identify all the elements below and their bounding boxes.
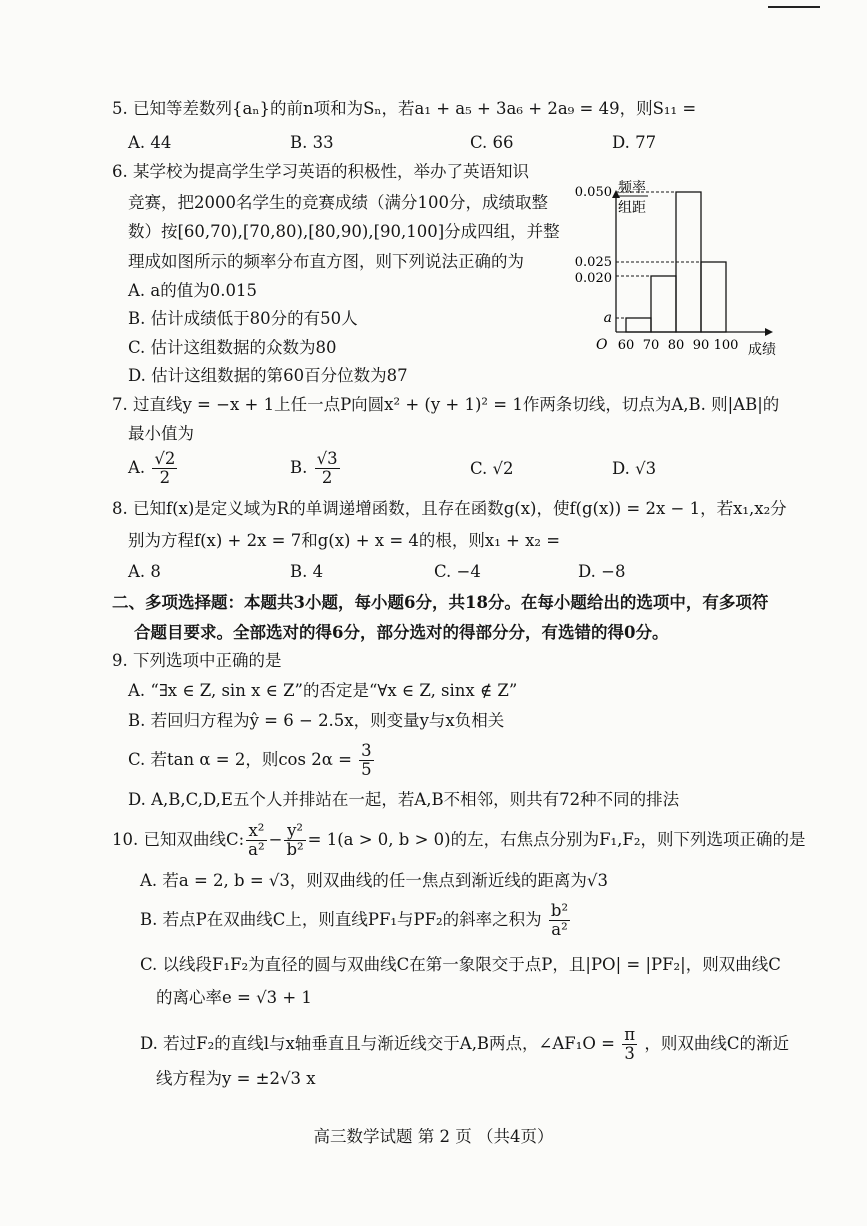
x-tick-label: 90 [692, 338, 710, 353]
histogram-bar [651, 276, 676, 332]
x-tick-label: 60 [617, 338, 635, 353]
q9-option-a: A. “∃x ∈ Z, sin x ∈ Z”的否定是“∀x ∈ Z, sinx ∉ Z” [128, 681, 518, 700]
q6-option-c: C. 估计这组数据的众数为80 [128, 338, 337, 357]
q10-x-fraction: $\frac{\text{x²}}{\text{a²}}$ [248, 821, 265, 859]
section2-heading: 二、多项选择题：本题共3小题，每小题6分，共18分。在每小题给出的选项中，有多项符 [112, 593, 769, 612]
q8-stem-2: 别为方程f(x) + 2x = 7和g(x) + x = 4的根，则x₁ + x₂ = [128, 531, 561, 550]
q9-option-d: D. A,B,C,D,E五个人并排站在一起，若A,B不相邻，则共有72种不同的排法 [128, 790, 680, 809]
q10-b-fraction: $\frac{\text{b²}}{\text{a²}}$ [550, 901, 569, 939]
histogram-bar [626, 318, 651, 332]
q7-option-a: A. $\frac{√2}{2}$ [128, 449, 176, 487]
q10-d-fraction: $\frac{\pi}{3}$ [624, 1025, 636, 1063]
q5-option-d: D. 77 [612, 133, 657, 152]
q7-option-c: C. √2 [470, 459, 514, 478]
histogram-bar [701, 262, 726, 332]
origin-label: O [596, 337, 608, 353]
y-tick-label: a [603, 310, 612, 326]
q6-option-a: A. a的值为0.015 [128, 281, 257, 300]
y-tick-label: 0.025 [574, 255, 612, 270]
q10-option-d-line-2: 线方程为y = ±2√3 x [156, 1069, 316, 1088]
x-tick-label: 80 [667, 338, 685, 353]
q7-a-fraction: $\frac{√2}{2}$ [154, 449, 176, 487]
q7-option-d: D. √3 [612, 459, 657, 478]
y-tick-label: 0.020 [574, 271, 612, 286]
q8-option-c: C. −4 [434, 562, 481, 581]
section2-heading-cont: 合题目要求。全部选对的得6分，部分选对的得部分分，有选错的得0分。 [134, 623, 669, 642]
q9-c-fraction: $\frac{3}{5}$ [361, 741, 372, 779]
page-footer: 高三数学试题 第 2 页 （共4页） [313, 1127, 554, 1146]
q5-stem: 5. 已知等差数列{aₙ}的前n项和为Sₙ，若a₁ + a₅ + 3a₆ + 2a₉ = 49，则S₁₁ = [112, 99, 697, 118]
q8-option-d: D. −8 [578, 562, 626, 581]
q6-line-3: 数）按[60,70),[70,80),[80,90),[90,100]分成四组，并整 [128, 222, 560, 241]
q10-y-fraction: $\frac{\text{y²}}{\text{b²}}$ [286, 821, 304, 859]
q10-option-c-line-2: 的离心率e = √3 + 1 [156, 988, 312, 1007]
top-rule [768, 6, 820, 8]
q8-option-b: B. 4 [290, 562, 324, 581]
q7-option-b: B. $\frac{√3}{2}$ [290, 449, 338, 487]
q8-option-a: A. 8 [128, 562, 161, 581]
q10-option-c-line-1: C. 以线段F₁F₂为直径的圆与双曲线C在第一象限交于点P，且|PO| = |PF₂|，则双曲线C [140, 955, 781, 974]
q9-option-c: C. 若tan α = 2，则cos 2α = $\frac{3}{5}$ [128, 741, 372, 779]
q7-b-fraction: $\frac{√3}{2}$ [316, 449, 338, 487]
x-tick-label: 100 [713, 338, 739, 353]
q6-line-4: 理成如图所示的频率分布直方图，则下列说法正确的为 [128, 252, 524, 271]
frequency-histogram [560, 176, 790, 362]
q8-stem-1: 8. 已知f(x)是定义域为R的单调递增函数，且存在函数g(x)，使f(g(x)) = 2x − 1，若x₁,x₂分 [112, 499, 787, 518]
y-axis-label-top: 频率 [618, 180, 646, 196]
q10-option-a: A. 若a = 2, b = √3，则双曲线的任一焦点到渐近线的距离为√3 [140, 871, 608, 890]
q6-line-2: 竞赛，把2000名学生的竞赛成绩（满分100分，成绩取整 [128, 193, 548, 212]
q9-stem: 9. 下列选项中正确的是 [112, 651, 282, 670]
q10-option-d-line-1: D. 若过F₂的直线l与x轴垂直且与渐近线交于A,B两点，∠AF₁O = $\frac{\pi}{3}$ ，则双曲线C的渐近 [140, 1025, 789, 1063]
q6-option-b: B. 估计成绩低于80分的有50人 [128, 309, 358, 328]
x-axis-label: 成绩 [748, 342, 776, 358]
q10-stem: 10. 已知双曲线C: $\frac{\text{x²}}{\text{a²}}$ − $\frac{\text{y²}}{\text{b²}}$ = 1(a > 0, b > 0)的左，右焦点分别为F₁,F₂，则下列选项正确的是 [112, 821, 806, 859]
y-axis-label-bottom: 组距 [618, 200, 646, 216]
q5-option-b: B. 33 [290, 133, 334, 152]
q10-option-b: B. 若点P在双曲线C上，则直线PF₁与PF₂的斜率之积为 $\frac{\text{b²}}{\text{a²}}$ [140, 901, 569, 939]
x-axis-arrow [765, 328, 773, 336]
q5-option-a: A. 44 [128, 133, 172, 152]
y-tick-label: 0.050 [574, 185, 612, 200]
q6-line-1: 6. 某学校为提高学生学习英语的积极性，举办了英语知识 [112, 162, 529, 181]
q5-option-c: C. 66 [470, 133, 514, 152]
q7-stem-2: 最小值为 [128, 424, 194, 443]
x-tick-label: 70 [642, 338, 660, 353]
q9-option-b: B. 若回归方程为ŷ = 6 − 2.5x，则变量y与x负相关 [128, 711, 505, 730]
q6-option-d: D. 估计这组数据的第60百分位数为87 [128, 366, 408, 385]
q7-stem-1: 7. 过直线y = −x + 1上任一点P向圆x² + (y + 1)² = 1作两条切线，切点为A,B. 则|AB|的 [112, 395, 780, 414]
